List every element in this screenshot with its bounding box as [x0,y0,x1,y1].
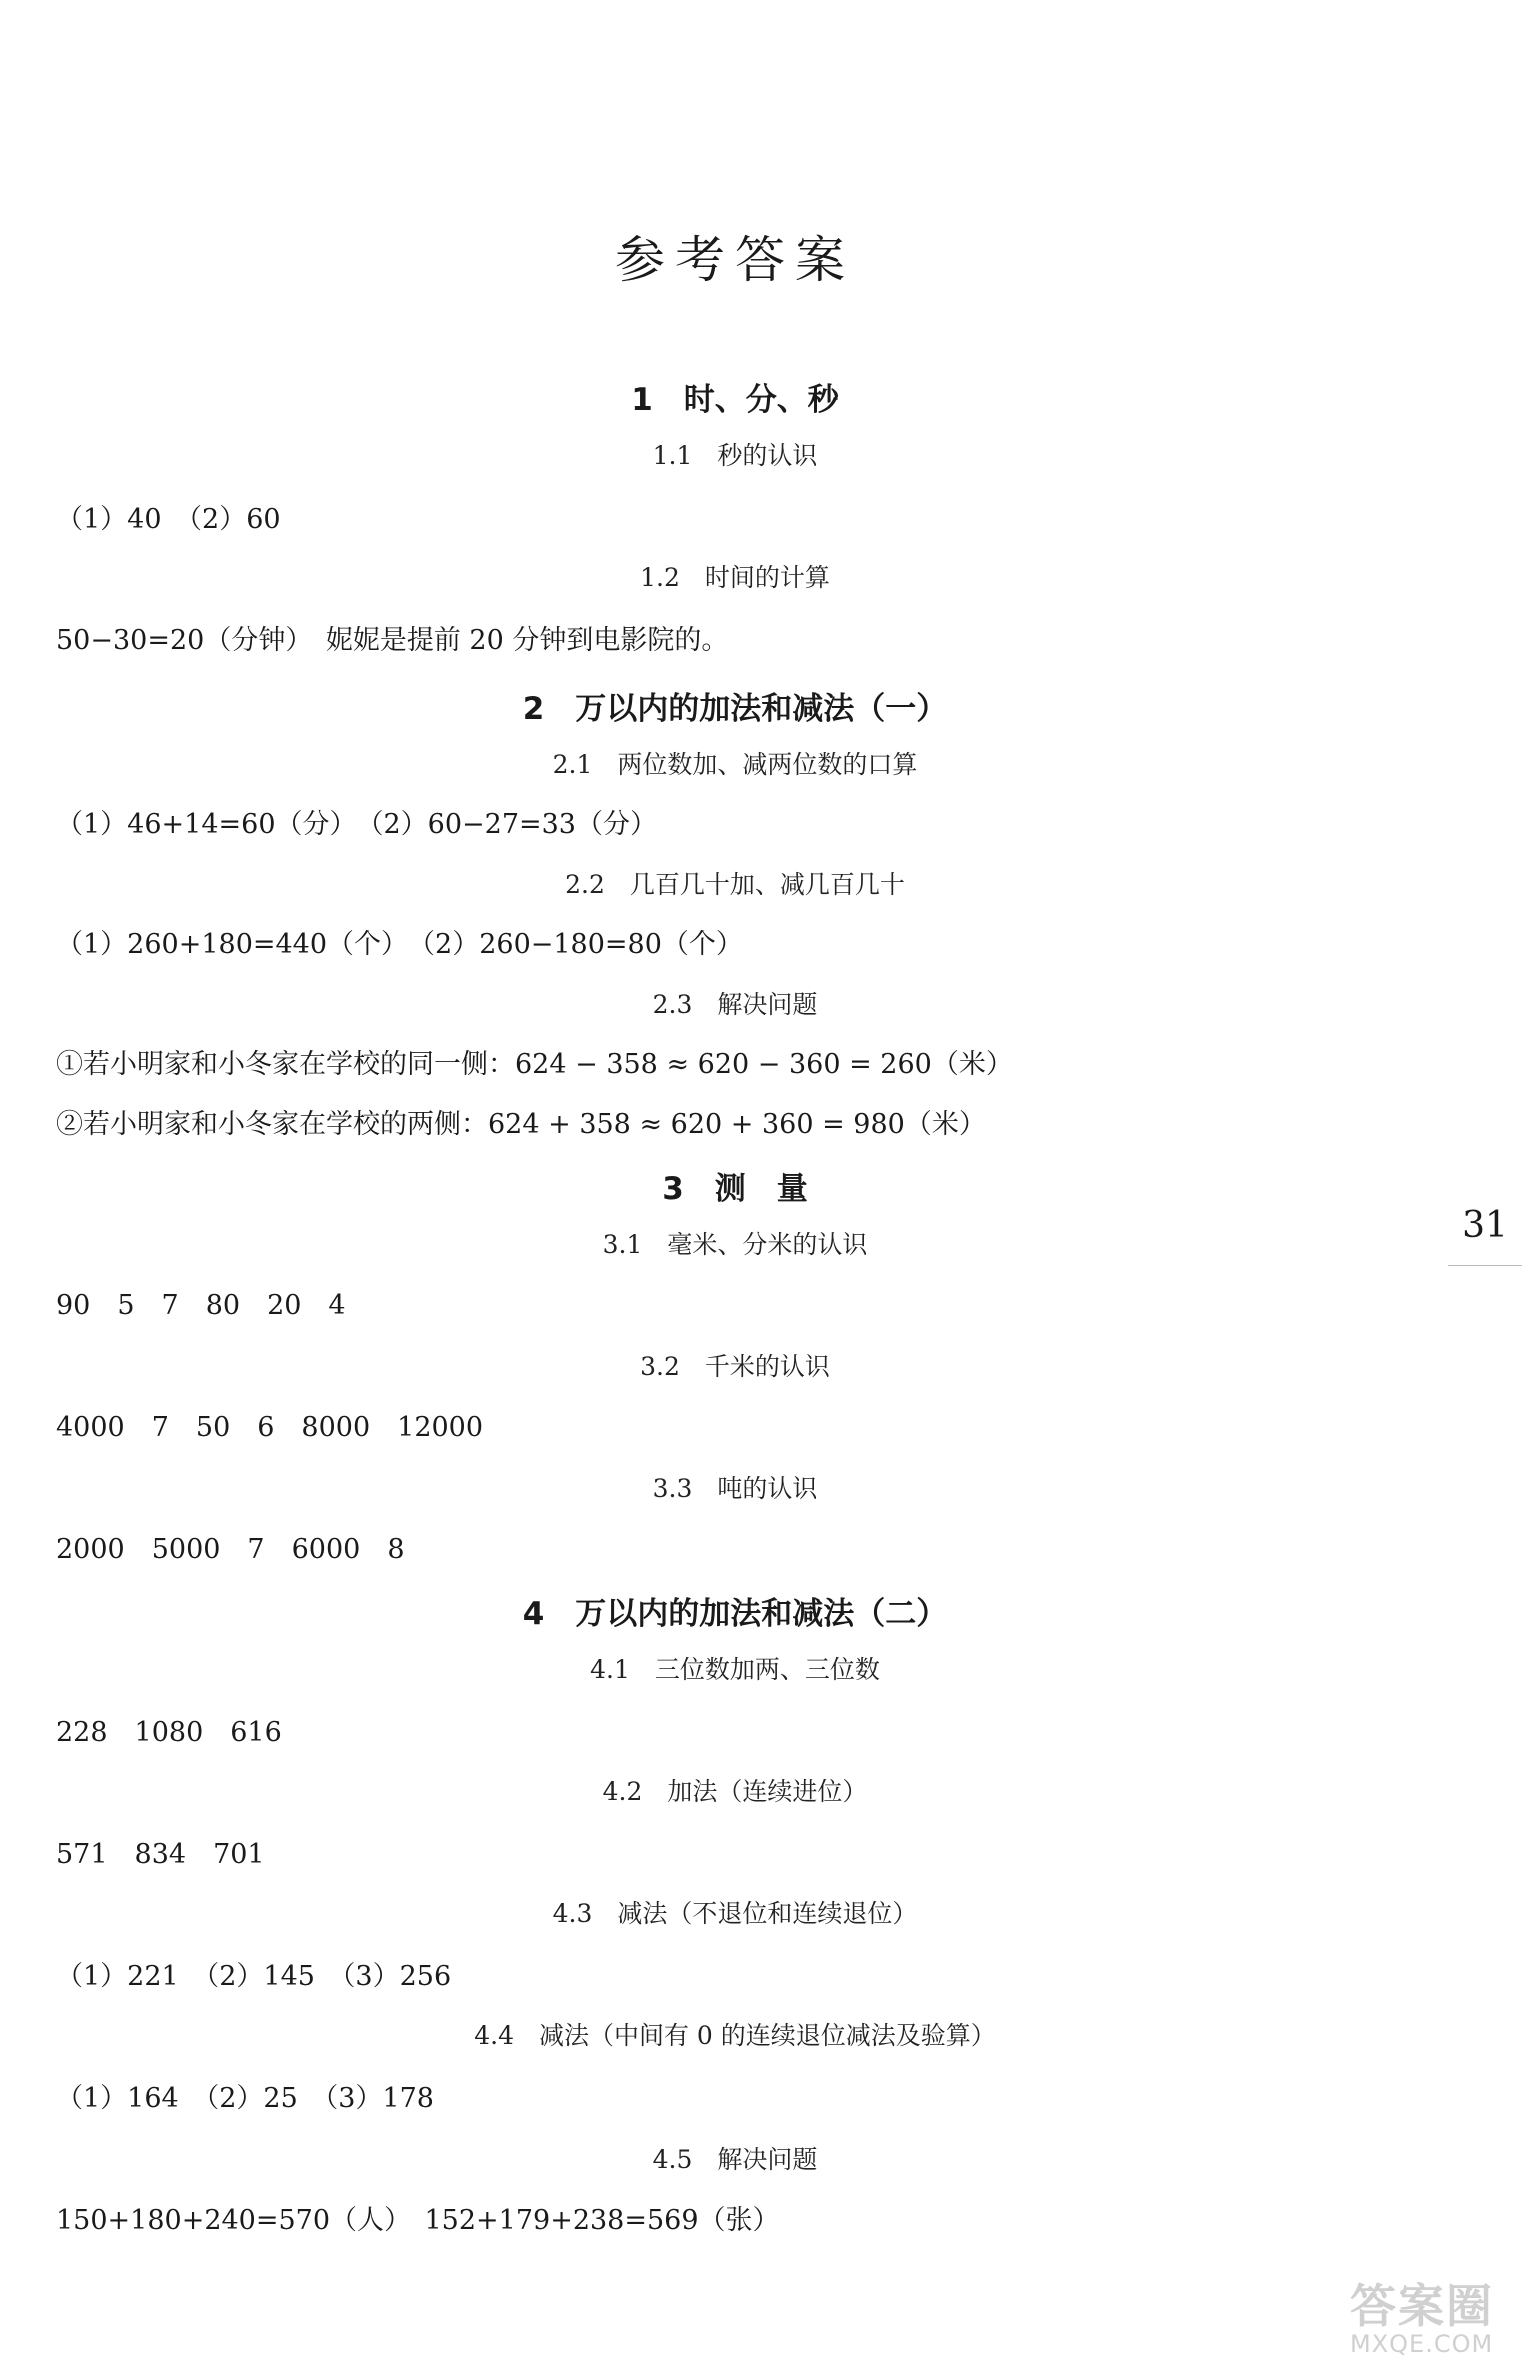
watermark-logo [1350,2270,1520,2360]
answer-2-3-a: ①若小明家和小冬家在学校的同一侧：624 − 358 ≈ 620 − 360 = 260（米） [56,1049,1013,1080]
answer-4-1: 228 1080 616 [56,1717,282,1748]
answer-1-2: 50−30=20（分钟） 妮妮是提前 20 分钟到电影院的。 [56,625,729,656]
chapter-1-heading: 1 时、分、秒 [631,382,839,418]
chapter-4-heading: 4 万以内的加法和减法（二） [522,1596,948,1632]
watermark-line2: MXQE.COM [1350,2330,1494,2358]
section-1-2-heading: 1.2 时间的计算 [640,563,830,592]
answer-2-1: （1）46+14=60（分） （2）60−27=33（分） [56,809,657,840]
section-4-3-heading: 4.3 减法（不退位和连续退位） [552,1899,918,1928]
page-number-rule [1448,1265,1522,1266]
section-3-3-heading: 3.3 吨的认识 [652,1474,818,1503]
section-1-1-heading: 1.1 秒的认识 [652,441,818,470]
answer-3-1: 90 5 7 80 20 4 [56,1290,346,1321]
section-2-1-heading: 2.1 两位数加、减两位数的口算 [552,750,918,779]
page-title: 参考答案 [615,231,855,289]
section-3-2-heading: 3.2 千米的认识 [640,1352,830,1381]
section-4-5-heading: 4.5 解决问题 [652,2145,818,2174]
answer-4-2: 571 834 701 [56,1839,265,1870]
chapter-3-heading: 3 测 量 [662,1171,808,1207]
answer-3-3: 2000 5000 7 6000 8 [56,1534,405,1565]
answer-4-5: 150+180+240=570（人） 152+179+238=569（张） [56,2205,780,2236]
section-3-1-heading: 3.1 毫米、分米的认识 [602,1230,868,1259]
chapter-2-heading: 2 万以内的加法和减法（一） [522,691,948,727]
answer-4-4: （1）164 （2）25 （3）178 [56,2083,434,2114]
section-4-2-heading: 4.2 加法（连续进位） [602,1777,868,1806]
page-number: 31 [1462,1205,1508,1246]
answer-2-3-b: ②若小明家和小冬家在学校的两侧：624 + 358 ≈ 620 + 360 = 980（米） [56,1109,986,1140]
answer-2-2: （1）260+180=440（个） （2）260−180=80（个） [56,929,743,960]
section-2-2-heading: 2.2 几百几十加、减几百几十 [565,870,905,899]
answer-4-3: （1）221 （2）145 （3）256 [56,1961,452,1992]
section-2-3-heading: 2.3 解决问题 [652,990,818,1019]
answer-3-2: 4000 7 50 6 8000 12000 [56,1412,484,1443]
section-4-1-heading: 4.1 三位数加两、三位数 [590,1655,880,1684]
section-4-4-heading: 4.4 减法（中间有 0 的连续退位减法及验算） [474,2021,996,2050]
answer-1-1: （1）40 （2）60 [56,504,281,535]
watermark-line1: 答案圈 [1350,2279,1494,2333]
